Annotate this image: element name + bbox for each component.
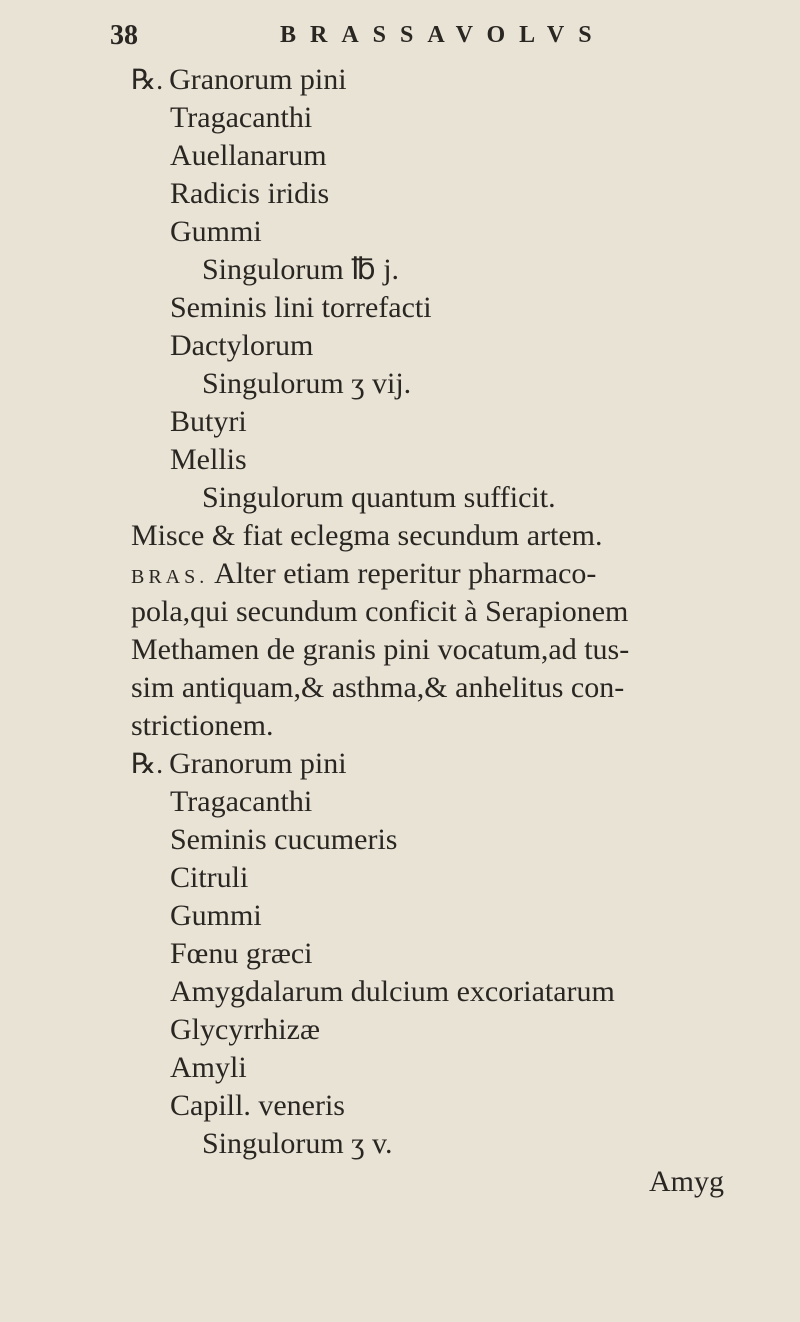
text-line: Singulorum quantum sufficit.	[202, 481, 556, 514]
text-line: Singulorum ʒ vij.	[202, 367, 412, 400]
text-line: ℞. Granorum pini	[131, 747, 347, 780]
text-line: Amygdalarum dulcium excoriatarum	[170, 975, 615, 1008]
text-line: Glycyrrhizæ	[170, 1013, 320, 1046]
page-number: 38	[110, 20, 138, 51]
text-line: Singulorum ʒ v.	[202, 1127, 393, 1160]
text-line: Fœnu græci	[170, 937, 313, 970]
text-line: strictionem.	[131, 709, 274, 742]
text-line: Seminis cucumeris	[170, 823, 398, 856]
text-line: Citruli	[170, 861, 249, 894]
text-line: Butyri	[170, 405, 247, 438]
page-header	[110, 20, 630, 60]
catchword: Amyg	[649, 1165, 724, 1198]
author-abbrev: BRAS.	[131, 566, 209, 588]
recipe-symbol: ℞.	[131, 749, 164, 780]
text-line: BRAS. Alter etiam reperitur pharmaco-	[131, 557, 597, 590]
text-line: Amyli	[170, 1051, 247, 1084]
text-line: Singulorum ℔ j.	[202, 253, 400, 286]
text-line: Gummi	[170, 215, 262, 248]
text-line: Tragacanthi	[170, 101, 313, 134]
running-title: BRASSAVOLVS	[280, 22, 606, 48]
text-line: Tragacanthi	[170, 785, 313, 818]
text-line: Capill. veneris	[170, 1089, 345, 1122]
text-line: Misce & fiat eclegma secundum artem.	[131, 519, 603, 552]
text-line: Radicis iridis	[170, 177, 330, 210]
text-line: pola,qui secundum conficit à Serapionem	[131, 595, 629, 628]
text-line: Dactylorum	[170, 329, 314, 362]
text-line: ℞. Granorum pini	[131, 63, 347, 96]
text-line: Seminis lini torrefacti	[170, 291, 432, 324]
text-line: sim antiquam,& asthma,& anhelitus con-	[131, 671, 625, 704]
text-line: Methamen de granis pini vocatum,ad tus-	[131, 633, 630, 666]
recipe-symbol: ℞.	[131, 65, 164, 96]
text-line: Mellis	[170, 443, 247, 476]
text-line: Auellanarum	[170, 139, 327, 172]
text-line: Gummi	[170, 899, 262, 932]
